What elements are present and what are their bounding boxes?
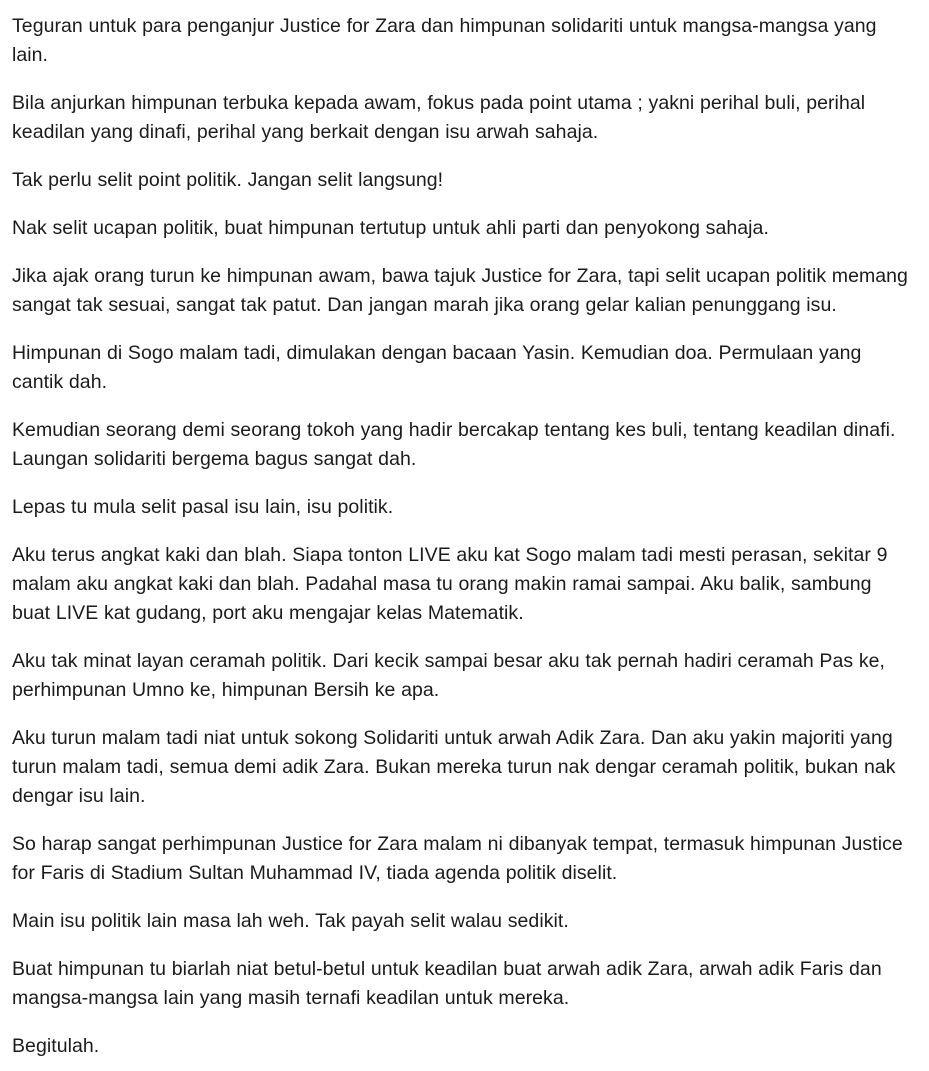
paragraph: Nak selit ucapan politik, buat himpunan tertutup untuk ahli parti dan penyokong sahaja. [12,217,769,239]
paragraph: Begitulah. [12,1035,100,1057]
paragraph: Jika ajak orang turun ke himpunan awam, bawa tajuk Justice for Zara, tapi selit ucapan politik memang sangat tak sesuai, sangat tak patut. Dan jangan marah jika orang gelar kalian penunggang isu. [12,265,908,316]
paragraph: Teguran untuk para penganjur Justice for Zara dan himpunan solidariti untuk mangsa-mangsa yang lain. [12,15,877,66]
paragraph: Main isu politik lain masa lah weh. Tak payah selit walau sedikit. [12,910,569,932]
paragraph: Aku terus angkat kaki dan blah. Siapa tonton LIVE aku kat Sogo malam tadi mesti perasan, sekitar 9 malam aku angkat kaki dan blah. Padahal masa tu orang makin ramai sampai. Aku balik, sambung buat LIVE kat gudang, port aku mengajar kelas Matematik. [12,544,888,624]
paragraph: Bila anjurkan himpunan terbuka kepada awam, fokus pada point utama ; yakni perihal buli, perihal keadilan yang dinafi, perihal yang berkait dengan isu arwah sahaja. [12,92,866,143]
paragraph: So harap sangat perhimpunan Justice for Zara malam ni dibanyak tempat, termasuk himpunan Justice for Faris di Stadium Sultan Muhammad IV, tiada agenda politik diselit. [12,833,903,884]
paragraph: Aku turun malam tadi niat untuk sokong Solidariti untuk arwah Adik Zara. Dan aku yakin majoriti yang turun malam tadi, semua demi adik Zara. Bukan mereka turun nak dengar ceramah politik, bukan nak dengar isu lain. [12,727,896,807]
paragraph: Lepas tu mula selit pasal isu lain, isu politik. [12,496,394,518]
paragraph: Himpunan di Sogo malam tadi, dimulakan dengan bacaan Yasin. Kemudian doa. Permulaan yang cantik dah. [12,342,862,393]
paragraph: Buat himpunan tu biarlah niat betul-betul untuk keadilan buat arwah adik Zara, arwah adik Faris dan mangsa-mangsa lain yang masih ternafi keadilan untuk mereka. [12,958,882,1009]
paragraph: Tak perlu selit point politik. Jangan selit langsung! [12,169,444,191]
paragraph: Aku tak minat layan ceramah politik. Dari kecik sampai besar aku tak pernah hadiri ceramah Pas ke, perhimpunan Umno ke, himpunan Bersih ke apa. [12,650,886,701]
paragraph: Kemudian seorang demi seorang tokoh yang hadir bercakap tentang kes buli, tentang keadilan dinafi. Laungan solidariti bergema bagus sangat dah. [12,419,896,470]
